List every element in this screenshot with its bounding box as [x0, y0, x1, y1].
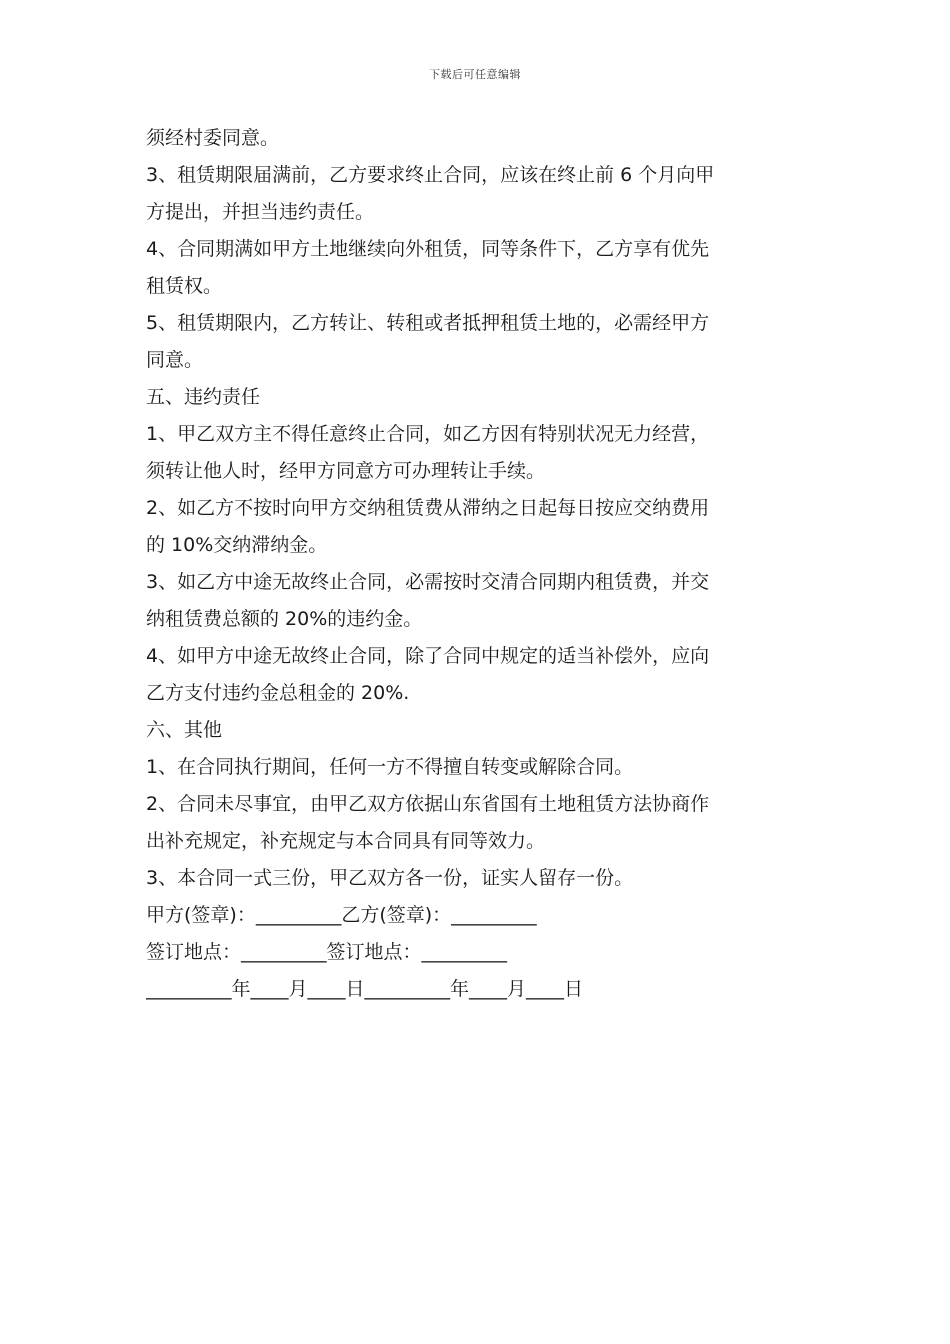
document-body — [146, 120, 810, 1008]
section-heading: 五、违约责任 — [146, 386, 261, 408]
text-line: 4、如甲方中途无故终止合同，除了合同中规定的适当补偿外，应向 — [146, 645, 710, 667]
signature-line: 甲方(签章)：_________乙方(签章)：_________ — [146, 904, 537, 926]
text-line: 的 10%交纳滞纳金。 — [146, 534, 328, 556]
text-line: 2、如乙方不按时向甲方交纳租赁费从滞纳之日起每日按应交纳费用 — [146, 497, 710, 519]
text-line: 3、本合同一式三份，甲乙双方各一份，证实人留存一份。 — [146, 867, 634, 889]
text-line: 须转让他人时，经甲方同意方可办理转让手续。 — [146, 460, 546, 482]
date-line: _________年____月____日_________年____月____日 — [146, 978, 584, 1000]
text-line: 3、如乙方中途无故终止合同，必需按时交清合同期内租赁费，并交 — [146, 571, 710, 593]
text-line: 3、租赁期限届满前，乙方要求终止合同，应该在终止前 6 个月向甲 — [146, 164, 715, 186]
text-line: 纳租赁费总额的 20%的违约金。 — [146, 608, 423, 630]
text-line: 出补充规定，补充规定与本合同具有同等效力。 — [146, 830, 546, 852]
text-line: 1、甲乙双方主不得任意终止合同，如乙方因有特别状况无力经营， — [146, 423, 710, 445]
text-line: 同意。 — [146, 349, 204, 371]
text-line: 须经村委同意。 — [146, 127, 280, 149]
text-line: 4、合同期满如甲方土地继续向外租赁，同等条件下，乙方享有优先 — [146, 238, 710, 260]
text-line: 1、在合同执行期间，任何一方不得擅自转变或解除合同。 — [146, 756, 634, 778]
text-line: 5、租赁期限内，乙方转让、转租或者抵押租赁土地的，必需经甲方 — [146, 312, 710, 334]
text-line: 2、合同未尽事宜，由甲乙双方依据山东省国有土地租赁方法协商作 — [146, 793, 710, 815]
header-note: 下载后可任意编辑 — [429, 68, 521, 81]
section-heading: 六、其他 — [146, 719, 223, 741]
signing-place-line: 签订地点：_________签订地点：_________ — [146, 941, 508, 963]
text-line: 方提出，并担当违约责任。 — [146, 201, 375, 223]
text-line: 租赁权。 — [146, 275, 223, 297]
text-line: 乙方支付违约金总租金的 20%. — [146, 682, 410, 704]
